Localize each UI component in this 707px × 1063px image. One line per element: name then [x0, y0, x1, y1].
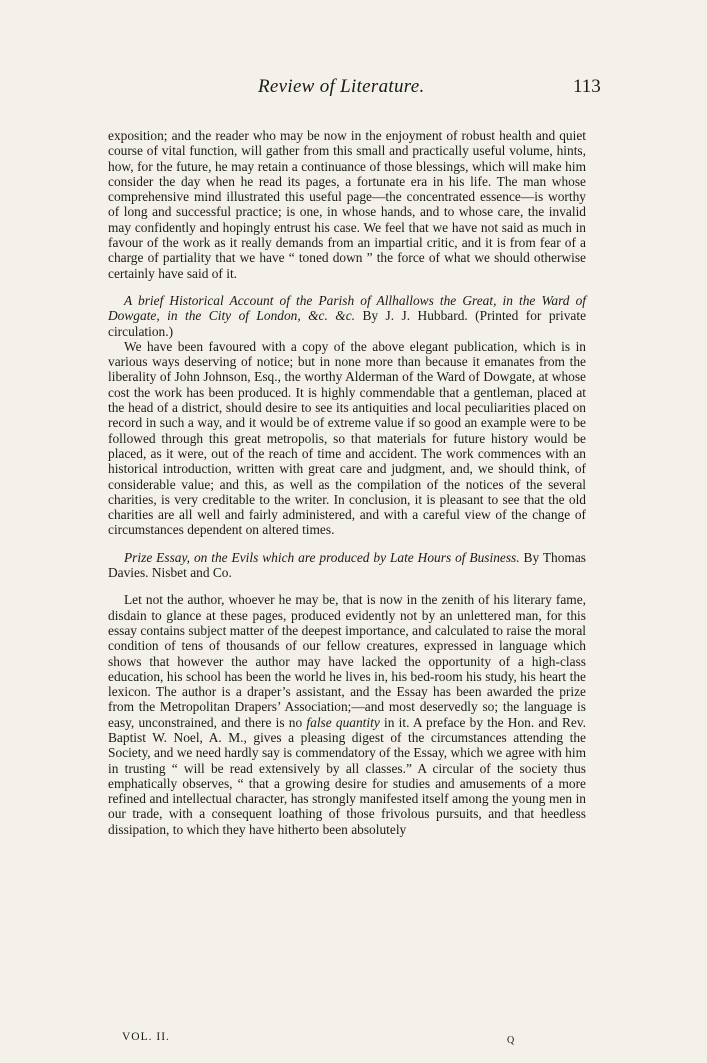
- prize-essay-text-a: Let not the author, whoever he may be, that is now in the zenith of his literary fame, disdain to glance at these pages, produced evidently not by an unlettered man, for this essay contains subject matter of the deepest importance, and calculated to raise the moral condition of tens of thousands of our fellow creatures, expressed in language which shows that however the author may have lacked the opportunity of a high-class education, his school has been the world he lives in, his bed-room his study, his heart the lexicon. The author is a draper’s assistant, and the Essay has been awarded the prize from the Metropolitan Drapers’ Association;—and most deservedly so; the language is easy, unconstrained, and there is no: [108, 592, 586, 730]
- running-title: Review of Literature.: [258, 76, 425, 97]
- review-paragraph-allhallows: We have been favoured with a copy of the above elegant publication, which is in various ways deserving of notice; but in none more than because it emanates from the liberality of John Johnson, Esq., the worthy Alderman of the Ward of Dowgate, at whose cost the work has been produced. It is highly commendable that a gentleman, placed at the head of a district, should desire to see its antiquities and local peculiarities placed on record in such a way, and it would be of extreme value if so good an example were to be followed through this great metropolis, so that materials for future history would be placed, as it were, out of the reach of time and accident. The work commences with an historical introduction, written with great care and judgment, and, we should think, of considerable value; and this, as well as the compilation of the notices of the several charities, is very creditable to the writer. In conclusion, it is pleasant to see that the old charities are all well and fairly administered, and with a careful view of the change of circumstances dependent on altered times.: [108, 338, 586, 538]
- volume-label: VOL. II.: [122, 1031, 170, 1043]
- page-footer: [122, 1031, 552, 1049]
- page-number: 113: [573, 76, 601, 97]
- page-body: [108, 128, 586, 837]
- book-title-allhallows: A brief Historical Account of the Parish of Allhallows the Great, in the Ward of Dowgate, in the City of London, &c. &c.: [108, 292, 586, 324]
- review-paragraph-prize-essay: [108, 592, 586, 837]
- prize-essay-text-b: in it. A preface by the Hon. and Rev. Baptist W. Noel, A. M., gives a pleasing digest of the circumstances attending the Society, and we need hardly say is commendatory of the Essay, which we agree with him in trusting “ will be read extensively by all classes.” A circular of the society thus emphatically observes, “ that a growing desire for studies and amusements of a more refined and intellectual character, has strongly manifested itself among the young men in our trade, with a consequent loathing of those frivolous pursuits, and that heedless dissipation, to which they have hitherto been absolutely: [108, 714, 586, 837]
- book-author-prize-essay: By Thomas Davies. Nisbet and Co.: [108, 549, 586, 581]
- review-heading-allhallows: [108, 293, 586, 339]
- review-heading-prize-essay: [108, 550, 586, 581]
- signature-mark: Q: [507, 1035, 515, 1046]
- running-head: [0, 74, 707, 104]
- continued-review-paragraph: exposition; and the reader who may be now in the enjoyment of robust health and quiet course of vital function, will gather from this small and practically useful volume, hints, how, for the future, he may retain a continuance of those blessings, which will make him consider the day when he read its pages, a fortunate era in his life. The man whose comprehensive mind illustrated this useful page—the concentrated essence—is worthy of long and successful practice; is one, in whose hands, and to whose care, the invalid may confidently and hopingly entrust his case. We feel that we have not said as much in favour of the work as it really demands from an impartial critic, and it is from fear of a charge of partiality that we have “ toned down ” the force of what we should otherwise certainly have said of it.: [108, 128, 586, 281]
- book-title-prize-essay: Prize Essay, on the Evils which are produced by Late Hours of Business.: [124, 549, 520, 565]
- book-author-allhallows: By J. J. Hubbard. (Printed for private circulation.): [108, 308, 587, 339]
- false-quantity-phrase: false quantity: [306, 714, 380, 730]
